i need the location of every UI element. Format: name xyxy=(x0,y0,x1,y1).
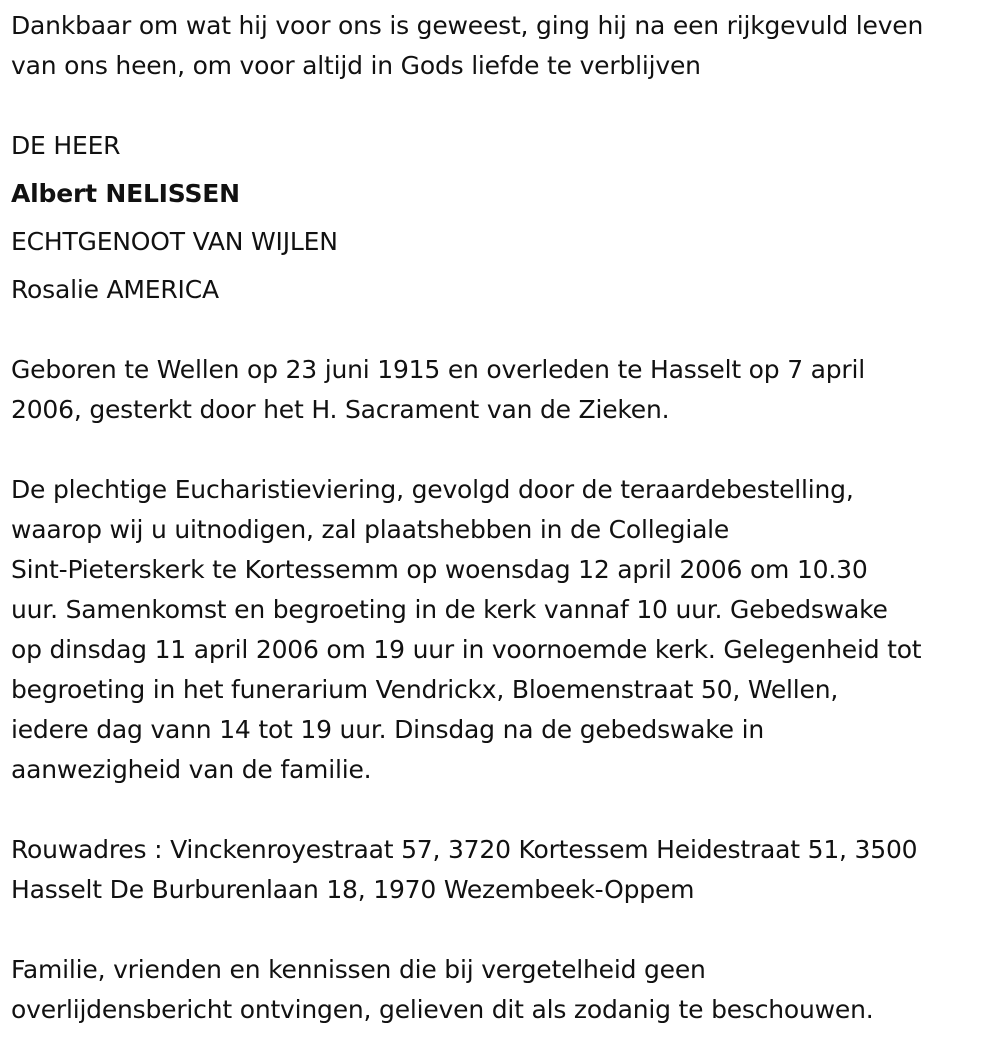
closing-paragraph xyxy=(11,950,991,1030)
closing-line-1: Familie, vrienden en kennissen die bij vergetelheid geen xyxy=(11,955,706,984)
ceremony-line: uur. Samenkomst en begroeting in de kerk vannaf 10 uur. Gebedswake xyxy=(11,595,888,624)
honorific-title: DE HEER xyxy=(11,131,121,160)
spouse-name: Rosalie AMERICA xyxy=(11,275,219,304)
ceremony-line: iedere dag vann 14 tot 19 uur. Dinsdag na de gebedswake in xyxy=(11,715,764,744)
intro-paragraph xyxy=(11,6,991,86)
address-paragraph xyxy=(11,830,991,910)
intro-line-1: Dankbaar om wat hij voor ons is geweest, ging hij na een rijkgevuld leven xyxy=(11,11,924,40)
ceremony-line: waarop wij u uitnodigen, zal plaatshebben in de Collegiale xyxy=(11,515,730,544)
ceremony-line: aanwezigheid van de familie. xyxy=(11,755,372,784)
birth-death-line-2: 2006, gesterkt door het H. Sacrament van de Zieken. xyxy=(11,395,670,424)
intro-line-2: van ons heen, om voor altijd in Gods liefde te verblijven xyxy=(11,51,701,80)
address-line-1: Rouwadres : Vinckenroyestraat 57, 3720 Kortessem Heidestraat 51, 3500 xyxy=(11,835,918,864)
ceremony-line: Sint-Pieterskerk te Kortessemm op woensdag 12 april 2006 om 10.30 xyxy=(11,555,868,584)
ceremony-line: De plechtige Eucharistieviering, gevolgd door de teraardebestelling, xyxy=(11,475,854,504)
birth-death-paragraph xyxy=(11,350,991,430)
ceremony-line: begroeting in het funerarium Vendrickx, Bloemenstraat 50, Wellen, xyxy=(11,675,839,704)
deceased-block xyxy=(11,122,991,314)
relation-label: ECHTGENOOT VAN WIJLEN xyxy=(11,227,338,256)
closing-line-2: overlijdensbericht ontvingen, gelieven dit als zodanig te beschouwen. xyxy=(11,995,874,1024)
birth-death-line-1: Geboren te Wellen op 23 juni 1915 en overleden te Hasselt op 7 april xyxy=(11,355,866,384)
ceremony-line: op dinsdag 11 april 2006 om 19 uur in voornoemde kerk. Gelegenheid tot xyxy=(11,635,922,664)
deceased-name: Albert NELISSEN xyxy=(11,179,240,208)
ceremony-paragraph xyxy=(11,470,991,790)
address-line-2: Hasselt De Burburenlaan 18, 1970 Wezembeek-Oppem xyxy=(11,875,695,904)
